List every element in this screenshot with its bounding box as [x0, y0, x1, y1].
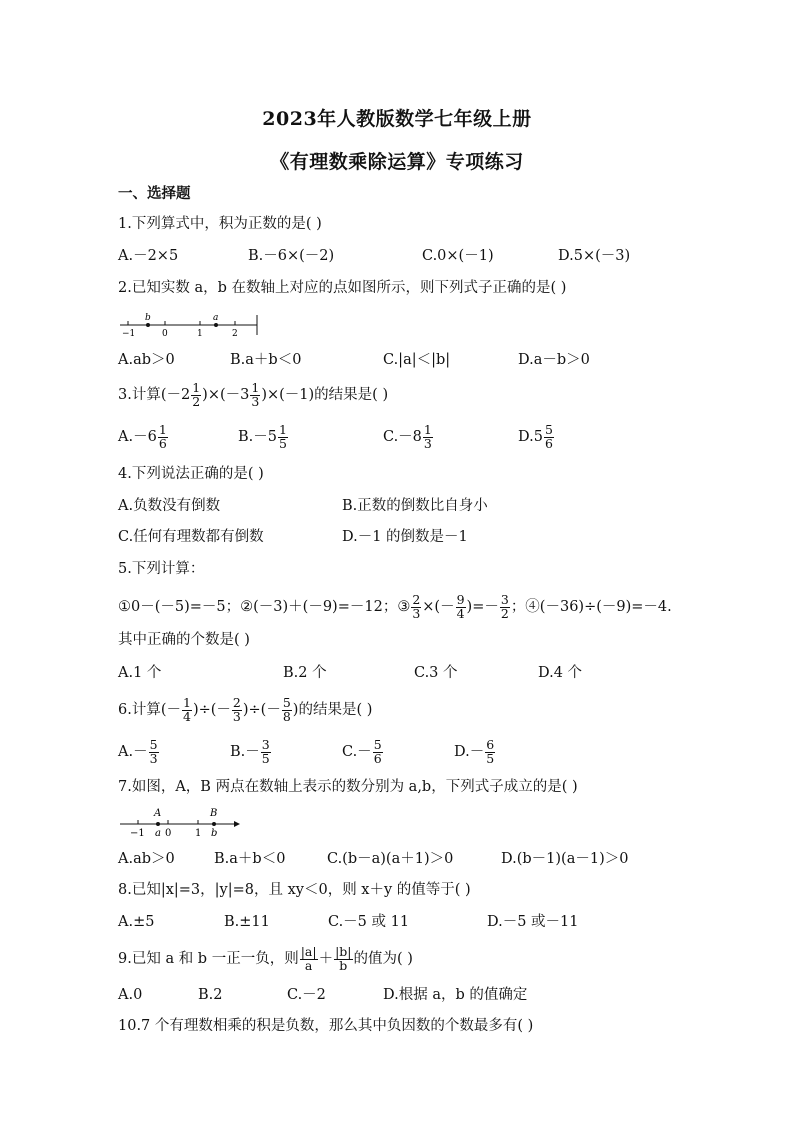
- question-9-option-c: C.－2: [287, 987, 326, 1003]
- question-2-number-line: [118, 308, 260, 338]
- question-7-option-c: C.(b－a)(a＋1)＞0: [327, 851, 454, 867]
- question-7-option-b: B.a＋b＜0: [214, 851, 286, 867]
- question-8-stem: 8.已知|x|=3，|y|=8，且 xy＜0，则 x＋y 的值等于( ): [118, 882, 471, 898]
- question-6-option-c: C.－ $\frac{5}{6}$: [342, 737, 382, 766]
- question-5-stem: 5.下列计算：: [118, 561, 205, 577]
- question-8-option-d: D.－5 或－11: [487, 914, 579, 930]
- tick-label-two: 2: [232, 329, 238, 338]
- fraction: $\frac{2}{3}$: [412, 592, 421, 621]
- point-lower-b: b: [211, 828, 218, 839]
- fraction: $\frac{|b|}{b}$: [335, 944, 352, 973]
- question-8-option-a: A.±5: [118, 914, 155, 930]
- question-5-follow: 其中正确的个数是( ): [118, 632, 250, 648]
- question-9-option-d: D.根据 a，b 的值确定: [383, 987, 528, 1003]
- tick-label-minus-one: −1: [130, 828, 145, 839]
- fraction: $\frac{3}{2}$: [500, 592, 509, 621]
- question-3-option-a: A.－6 $\frac{1}{6}$: [118, 422, 167, 451]
- question-1-option-d: D.5×(－3): [558, 248, 631, 264]
- point-b-label: b: [145, 313, 151, 323]
- question-1-option-c: C.0×(－1): [422, 248, 494, 264]
- tick-label-zero: 0: [165, 828, 172, 839]
- question-2-option-a: A.ab＞0: [118, 352, 175, 368]
- question-5-expressions: ①0－(－5)=－5；②(－3)＋(－9)=－12；③ $\frac{2}{3}$ ×(－ $\frac{9}{4}$ )=－ $\frac{3}{2}$ ；④(－36)÷(－9)=－4.: [118, 592, 672, 621]
- question-7-option-a: A.ab＞0: [118, 851, 175, 867]
- fraction: $\frac{|a|}{a}$: [300, 944, 317, 973]
- fraction: $\frac{9}{4}$: [456, 592, 465, 621]
- question-1-stem: 1.下列算式中，积为正数的是( ): [118, 216, 322, 232]
- tick-label-minus-one: −1: [122, 329, 136, 338]
- tick-label-one: 1: [195, 828, 202, 839]
- fraction: $\frac{5}{8}$: [282, 695, 291, 724]
- question-2-option-b: B.a＋b＜0: [230, 352, 302, 368]
- tick-label-one: 1: [197, 329, 203, 338]
- question-6-stem: 6.计算(－ $\frac{1}{4}$ )÷(－ $\frac{2}{3}$ )÷(－ $\frac{5}{8}$ )的结果是( ): [118, 695, 373, 724]
- point-b-dot: [146, 323, 150, 327]
- question-8-option-b: B.±11: [224, 914, 270, 930]
- section-heading: 一、选择题: [118, 185, 191, 202]
- question-2-stem: 2.已知实数 a，b 在数轴上对应的点如图所示，则下列式子正确的是( ): [118, 280, 567, 296]
- question-3-option-d: D.5 $\frac{5}{6}$: [518, 422, 553, 451]
- question-7-option-d: D.(b－1)(a－1)＞0: [501, 851, 629, 867]
- tick-label-zero: 0: [162, 329, 168, 338]
- question-6-option-d: D.－ $\frac{6}{5}$: [454, 737, 495, 766]
- question-4-stem: 4.下列说法正确的是( ): [118, 466, 264, 482]
- question-3-option-b: B.－5 $\frac{1}{5}$: [238, 422, 287, 451]
- question-9-stem: 9.已知 a 和 b 一正一负，则 $\frac{|a|}{a}$ ＋ $\frac{|b|}{b}$ 的值为( ): [118, 944, 413, 973]
- point-upper-b: B: [210, 808, 218, 819]
- question-9-option-a: A.0: [118, 987, 143, 1003]
- question-1-option-a: A.－2×5: [118, 248, 179, 264]
- question-4-option-c: C.任何有理数都有倒数: [118, 529, 264, 545]
- question-3-option-c: C.－8 $\frac{1}{3}$: [383, 422, 432, 451]
- question-5-option-b: B.2 个: [283, 665, 327, 681]
- page-title: 2023年人教版数学七年级上册: [262, 108, 532, 130]
- fraction: $\frac{2}{3}$: [232, 695, 241, 724]
- question-9-option-b: B.2: [198, 987, 223, 1003]
- point-a-label: a: [213, 313, 219, 323]
- fraction: $\frac{1}{3}$: [251, 380, 260, 409]
- point-a-dot: [156, 822, 160, 826]
- page-subtitle: 《有理数乘除运算》专项练习: [270, 151, 524, 173]
- point-lower-a: a: [155, 828, 161, 839]
- question-8-option-c: C.－5 或 11: [328, 914, 410, 930]
- question-10-stem: 10.7 个有理数相乘的积是负数，那么其中负因数的个数最多有( ): [118, 1018, 534, 1034]
- fraction: $\frac{1}{2}$: [192, 380, 201, 409]
- question-4-option-d: D.－1 的倒数是－1: [342, 529, 468, 545]
- question-1-option-b: B.－6×(－2): [248, 248, 335, 264]
- question-6-option-b: B.－ $\frac{3}{5}$: [230, 737, 270, 766]
- point-a-dot: [214, 323, 218, 327]
- point-b-dot: [212, 822, 216, 826]
- question-4-option-b: B.正数的倒数比自身小: [342, 498, 488, 514]
- question-4-option-a: A.负数没有倒数: [118, 498, 221, 514]
- question-2-option-d: D.a－b＞0: [518, 352, 590, 368]
- fraction: $\frac{1}{4}$: [183, 695, 191, 724]
- question-2-option-c: C.|a|＜|b|: [383, 352, 451, 368]
- question-5-option-a: A.1 个: [118, 665, 162, 681]
- question-5-option-d: D.4 个: [538, 665, 583, 681]
- axis-arrow: [234, 821, 240, 827]
- point-upper-a: A: [154, 808, 162, 819]
- question-3-stem: 3.计算(－2 $\frac{1}{2}$ )×(－3 $\frac{1}{3}$ )×(－1)的结果是( ): [118, 380, 389, 409]
- question-7-stem: 7.如图，A，B 两点在数轴上表示的数分别为 a,b，下列式子成立的是( ): [118, 779, 578, 795]
- question-6-option-a: A.－ $\frac{5}{3}$: [118, 737, 158, 766]
- question-5-option-c: C.3 个: [414, 665, 458, 681]
- question-7-number-line: [118, 804, 242, 840]
